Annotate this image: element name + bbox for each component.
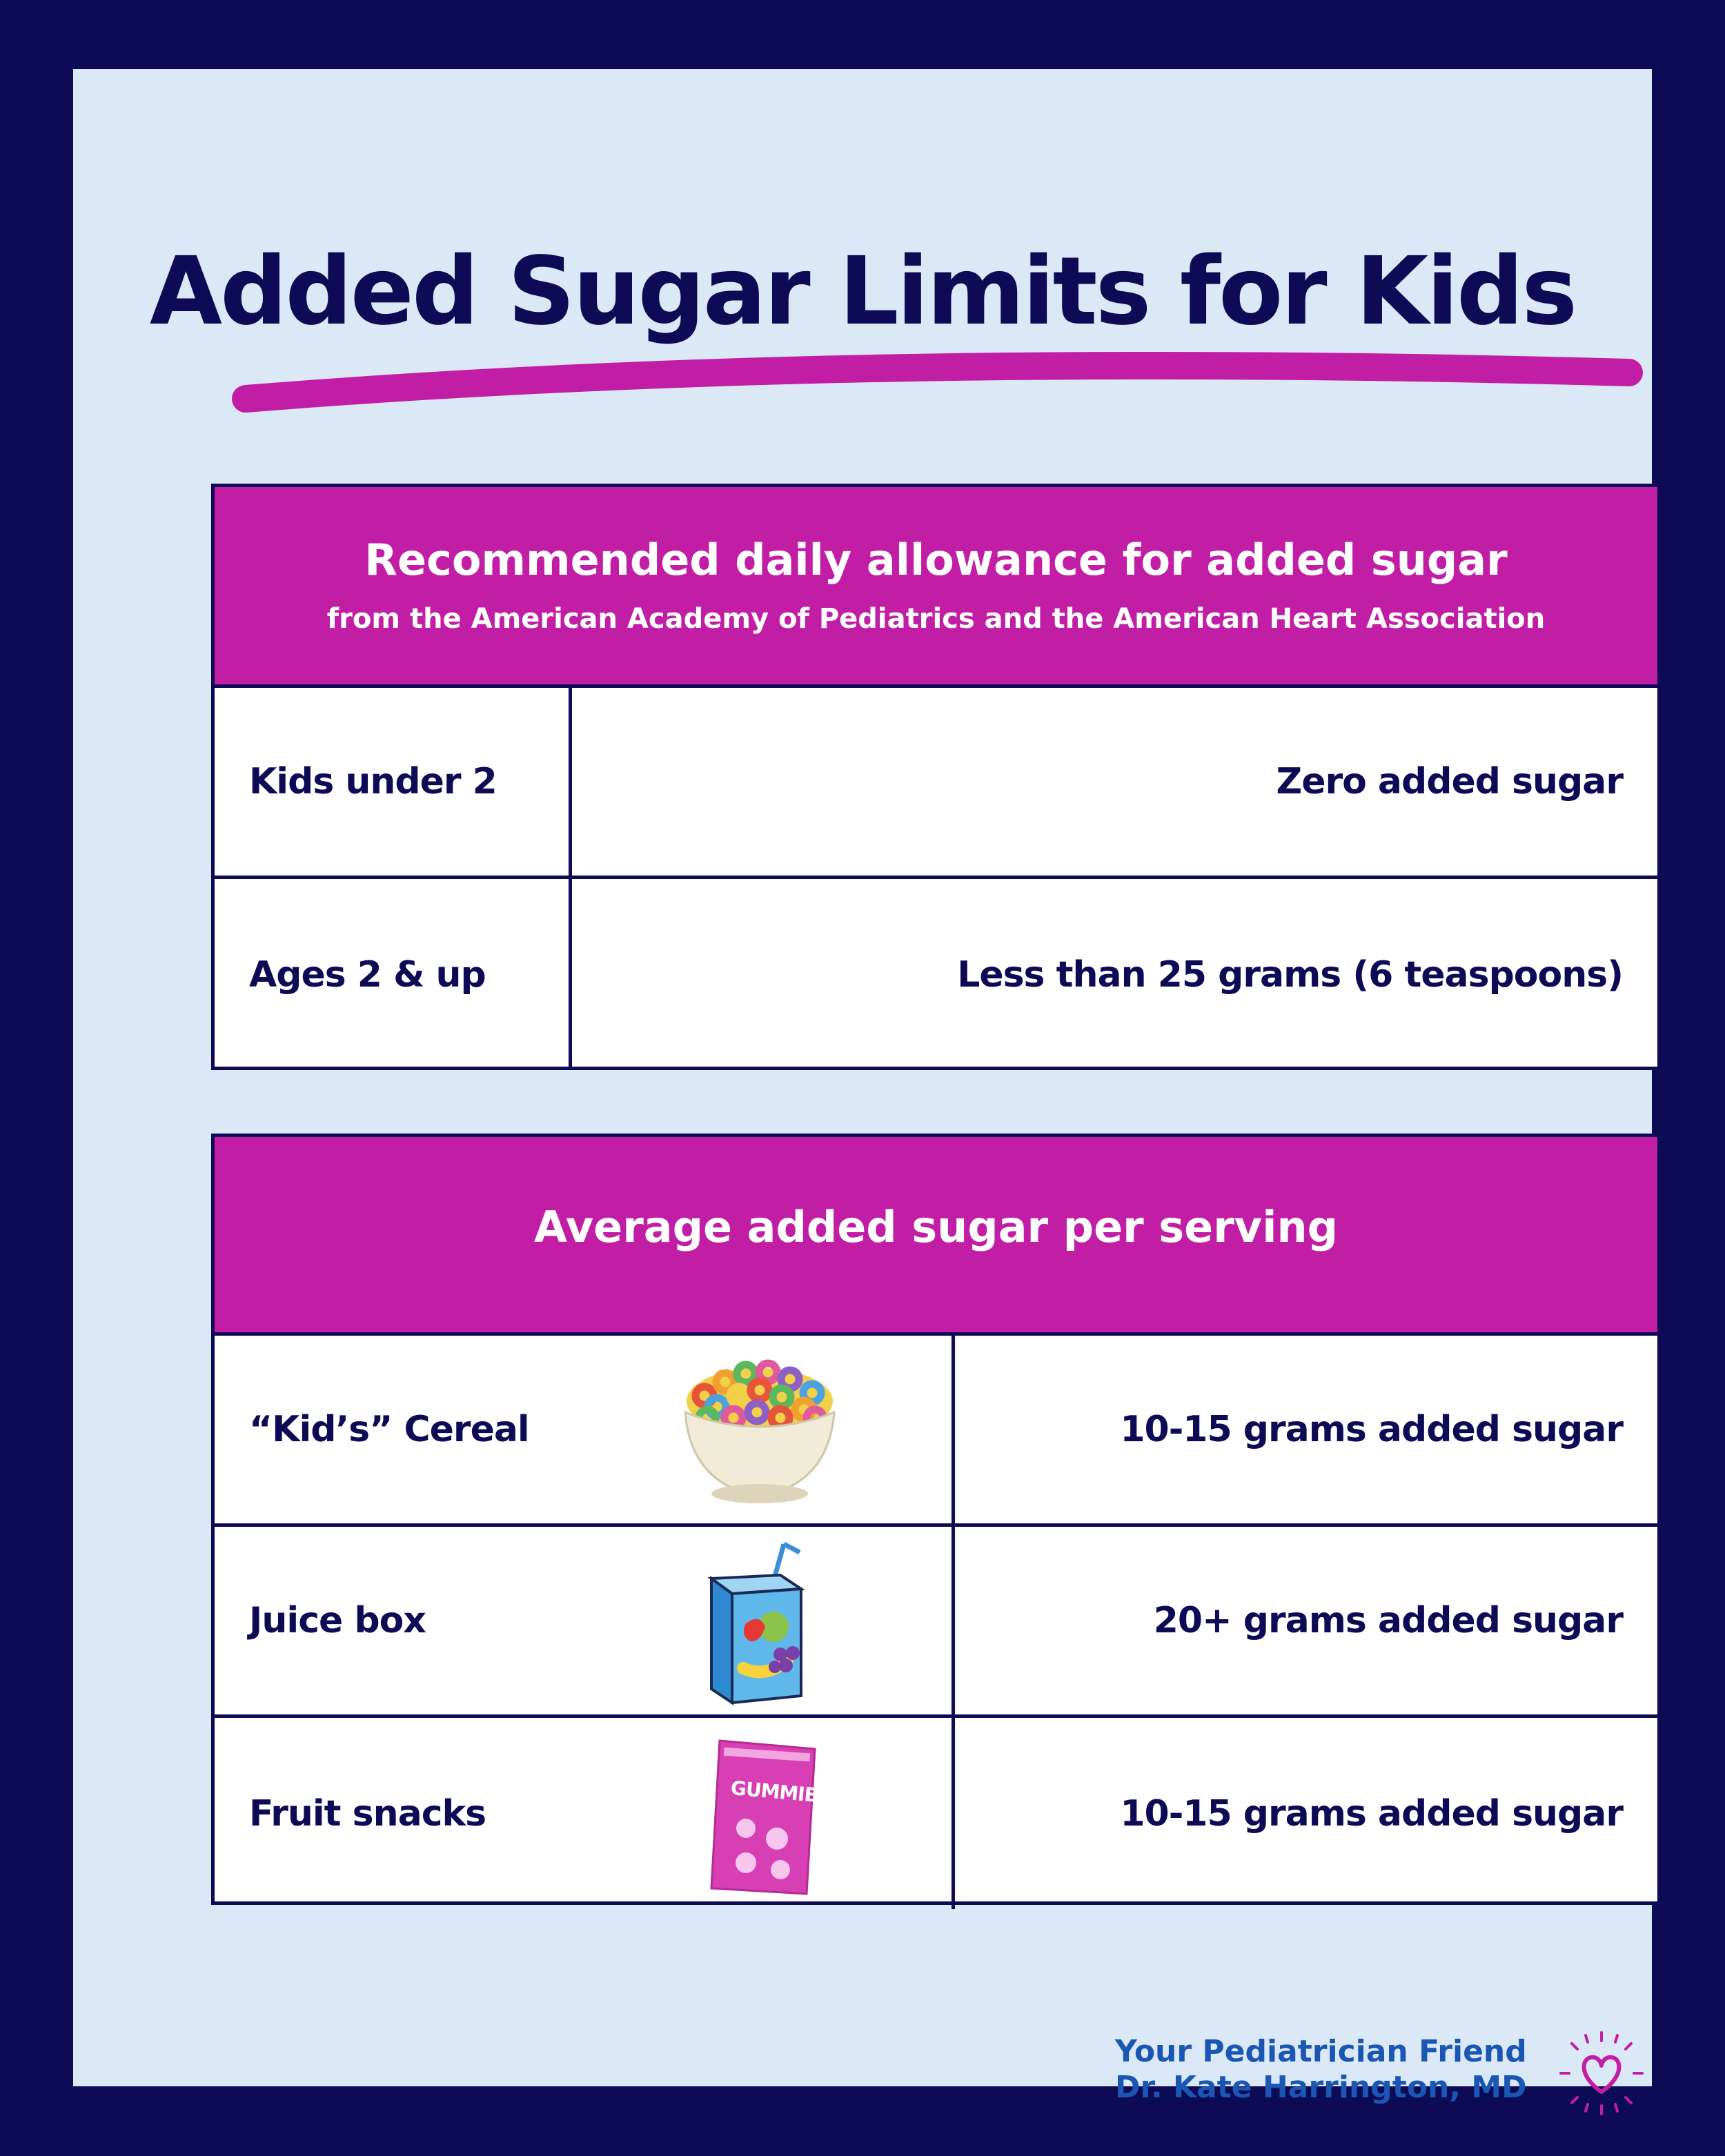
allowance-table <box>211 484 1661 1070</box>
allowance-row-label: Ages 2 & up <box>215 879 572 1070</box>
infographic-card <box>73 69 1652 2105</box>
allowance-row-under-2 <box>215 688 1657 879</box>
footer-brand-line1: Your Pediatrician Friend <box>1115 2034 1527 2069</box>
juice-box-icon <box>677 1537 842 1706</box>
serving-row-label: “Kid’s” Cereal <box>249 1409 529 1450</box>
serving-row-label-cell <box>215 1336 955 1523</box>
serving-row-label: Juice box <box>249 1600 426 1641</box>
allowance-row-value: Less than 25 grams (6 teaspoons) <box>957 953 1623 996</box>
allowance-row-2-and-up <box>215 879 1657 1070</box>
allowance-row-value: Zero added sugar <box>1276 761 1623 802</box>
footer-brand <box>1115 2034 1527 2106</box>
gummies-bag-text: GUMMIES <box>729 1776 831 1808</box>
serving-row-label: Fruit snacks <box>249 1792 486 1834</box>
cereal-bowl-icon <box>677 1346 842 1515</box>
serving-table <box>211 1134 1661 1905</box>
allowance-table-header <box>215 487 1657 688</box>
page-title: Added Sugar Limits for Kids <box>149 237 1576 346</box>
allowance-row-label: Kids under 2 <box>215 688 572 876</box>
serving-row-label-cell <box>215 1527 955 1714</box>
fruit-snacks-bag-icon <box>677 1728 842 1897</box>
serving-table-header <box>215 1137 1657 1336</box>
serving-row-juice <box>215 1527 1657 1718</box>
footer-brand-line2: Dr. Kate Harrington, MD <box>1115 2069 1527 2105</box>
title-underline <box>225 345 1646 421</box>
serving-row-cereal <box>215 1336 1657 1527</box>
serving-row-value: 10-15 grams added sugar <box>1120 1792 1623 1834</box>
allowance-table-subtitle: from the American Academy of Pediatrics and the American Heart Association <box>326 603 1546 635</box>
serving-row-value: 10-15 grams added sugar <box>1120 1409 1623 1450</box>
serving-row-value: 20+ grams added sugar <box>1153 1600 1623 1641</box>
heart-icon <box>1557 2028 1646 2118</box>
serving-row-fruit-snacks <box>215 1718 1657 1909</box>
serving-row-label-cell <box>215 1718 955 1909</box>
serving-table-title: Average added sugar per serving <box>533 1202 1338 1252</box>
allowance-table-title: Recommended daily allowance for added sugar <box>364 535 1508 585</box>
